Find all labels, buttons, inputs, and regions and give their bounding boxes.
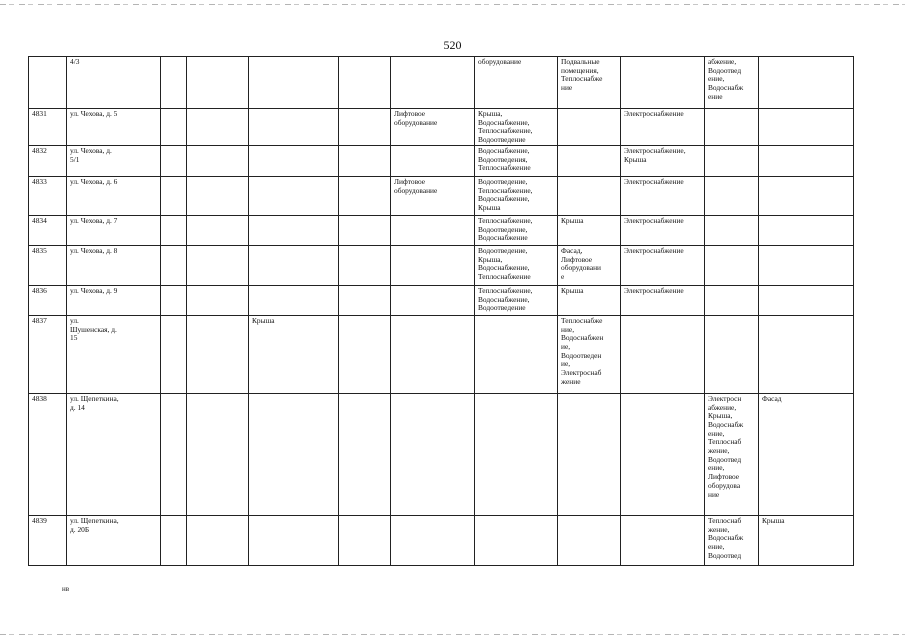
table-row (29, 315, 854, 393)
table-row (29, 515, 854, 565)
table-cell (339, 393, 391, 515)
scan-edge-top (0, 4, 905, 5)
table-cell (339, 245, 391, 285)
table-cell (161, 285, 187, 315)
row-number-cell (29, 57, 67, 109)
table-cell (391, 245, 475, 285)
table-cell (187, 245, 249, 285)
scan-edge-bottom (0, 634, 905, 635)
table-cell (705, 315, 759, 393)
table-cell (759, 245, 854, 285)
address-cell: ул. Чехова, д. 9 (67, 285, 161, 315)
table-cell (161, 145, 187, 176)
address-cell: ул. Чехова, д. 5/1 (67, 145, 161, 176)
table-cell (558, 109, 621, 146)
table-cell (558, 515, 621, 565)
row-number-cell: 4833 (29, 176, 67, 215)
table-cell (558, 145, 621, 176)
table-cell (161, 245, 187, 285)
table-cell (475, 393, 558, 515)
row-number-cell: 4838 (29, 393, 67, 515)
row-number-cell: 4839 (29, 515, 67, 565)
row-number-cell: 4835 (29, 245, 67, 285)
table-cell (339, 57, 391, 109)
table-cell: Теплоснабже ние, Водоснабжен ие, Водоотведен ие, Электроснаб жение (558, 315, 621, 393)
table-cell (339, 515, 391, 565)
table-cell (621, 393, 705, 515)
table-cell (705, 109, 759, 146)
table-cell: Крыша, Водоснабжение, Теплоснабжение, Водоотведение (475, 109, 558, 146)
table-row (29, 145, 854, 176)
table-cell: Электроснабжение (621, 215, 705, 245)
table-row (29, 176, 854, 215)
table-row (29, 285, 854, 315)
table-cell: Крыша (558, 285, 621, 315)
table-cell (249, 215, 339, 245)
table-cell (339, 176, 391, 215)
table-cell (621, 515, 705, 565)
table-cell: Водоотведение, Теплоснабжение, Водоснабжение, Крыша (475, 176, 558, 215)
table-cell (705, 245, 759, 285)
table-cell (558, 393, 621, 515)
table-cell (339, 145, 391, 176)
table-cell (187, 285, 249, 315)
table-cell: Крыша (759, 515, 854, 565)
table-cell (161, 393, 187, 515)
table-cell (759, 176, 854, 215)
table-cell (249, 285, 339, 315)
table-cell: Водоснабжение, Водоотведения, Теплоснабжение (475, 145, 558, 176)
table-cell (187, 176, 249, 215)
register-table (28, 56, 854, 566)
address-cell: 4/3 (67, 57, 161, 109)
table-cell (187, 145, 249, 176)
table-cell (759, 215, 854, 245)
table-cell (705, 215, 759, 245)
table-cell: Электроснабжение, Крыша (621, 145, 705, 176)
table-cell: Фасад, Лифтовое оборудовани е (558, 245, 621, 285)
table-cell (187, 515, 249, 565)
table-cell (558, 176, 621, 215)
row-number-cell: 4836 (29, 285, 67, 315)
table-cell (249, 245, 339, 285)
table-cell (187, 315, 249, 393)
table-cell (249, 515, 339, 565)
address-cell: ул. Чехова, д. 6 (67, 176, 161, 215)
table-cell: оборудование (475, 57, 558, 109)
table-cell (187, 57, 249, 109)
address-cell: ул. Чехова, д. 5 (67, 109, 161, 146)
table-cell (161, 57, 187, 109)
table-cell (759, 57, 854, 109)
table-cell (391, 57, 475, 109)
table-cell: Крыша (249, 315, 339, 393)
row-number-cell: 4834 (29, 215, 67, 245)
table-cell (391, 215, 475, 245)
address-cell: ул. Щепеткина, д. 14 (67, 393, 161, 515)
table-cell (759, 145, 854, 176)
table-cell (249, 176, 339, 215)
table-cell: Фасад (759, 393, 854, 515)
table-row (29, 393, 854, 515)
address-cell: ул. Шушенская, д. 15 (67, 315, 161, 393)
table-cell (249, 145, 339, 176)
table-cell: Теплоснаб жение, Водоснабж ение, Водоотвед (705, 515, 759, 565)
table-cell (759, 285, 854, 315)
table-row (29, 109, 854, 146)
page-number: 520 (443, 38, 462, 52)
table-cell (187, 393, 249, 515)
row-number-cell: 4831 (29, 109, 67, 146)
table-cell (391, 145, 475, 176)
table-cell: Водоотведение, Крыша, Водоснабжение, Теплоснабжение (475, 245, 558, 285)
table-cell (705, 285, 759, 315)
table-row (29, 57, 854, 109)
table-row (29, 245, 854, 285)
row-number-cell: 4832 (29, 145, 67, 176)
table-cell (339, 285, 391, 315)
table-cell (621, 315, 705, 393)
table-cell (705, 176, 759, 215)
table-cell (705, 145, 759, 176)
register-body (29, 57, 854, 566)
table-cell (161, 109, 187, 146)
table-cell (249, 57, 339, 109)
table-cell (475, 515, 558, 565)
table-cell: абжение, Водоотвед ение, Водоснабж ение (705, 57, 759, 109)
table-cell (249, 109, 339, 146)
footer-mark: нв (62, 585, 70, 593)
table-cell (187, 215, 249, 245)
row-number-cell: 4837 (29, 315, 67, 393)
table-cell (391, 315, 475, 393)
table-cell (391, 393, 475, 515)
table-cell: Электросн абжение, Крыша, Водоснабж ение, Теплоснаб жение, Водоотвед ение, Лифтовое оборудова ние (705, 393, 759, 515)
table-cell: Электроснабжение (621, 176, 705, 215)
table-row (29, 215, 854, 245)
table-cell (621, 57, 705, 109)
table-cell (249, 393, 339, 515)
address-cell: ул. Чехова, д. 8 (67, 245, 161, 285)
address-cell: ул. Щепеткина, д. 20Б (67, 515, 161, 565)
table-cell (187, 109, 249, 146)
table-cell (161, 176, 187, 215)
table-cell (339, 315, 391, 393)
table-cell: Теплоснабжение, Водоснабжение, Водоотведение (475, 285, 558, 315)
table-cell (339, 109, 391, 146)
table-cell (161, 515, 187, 565)
table-cell (391, 285, 475, 315)
table-cell: Электроснабжение (621, 245, 705, 285)
table-cell: Крыша (558, 215, 621, 245)
table-cell (161, 215, 187, 245)
table-cell: Подвальные помещения, Теплоснабже ние (558, 57, 621, 109)
table-cell: Теплоснабжение, Водоотведение, Водоснабжение (475, 215, 558, 245)
table-cell (759, 315, 854, 393)
table-cell: Лифтовое оборудование (391, 109, 475, 146)
table-cell: Лифтовое оборудование (391, 176, 475, 215)
address-cell: ул. Чехова, д. 7 (67, 215, 161, 245)
table-cell (391, 515, 475, 565)
table-cell: Электроснабжение (621, 109, 705, 146)
table-cell (339, 215, 391, 245)
table-cell (759, 109, 854, 146)
table-cell: Электроснабжение (621, 285, 705, 315)
table-cell (161, 315, 187, 393)
table-cell (475, 315, 558, 393)
